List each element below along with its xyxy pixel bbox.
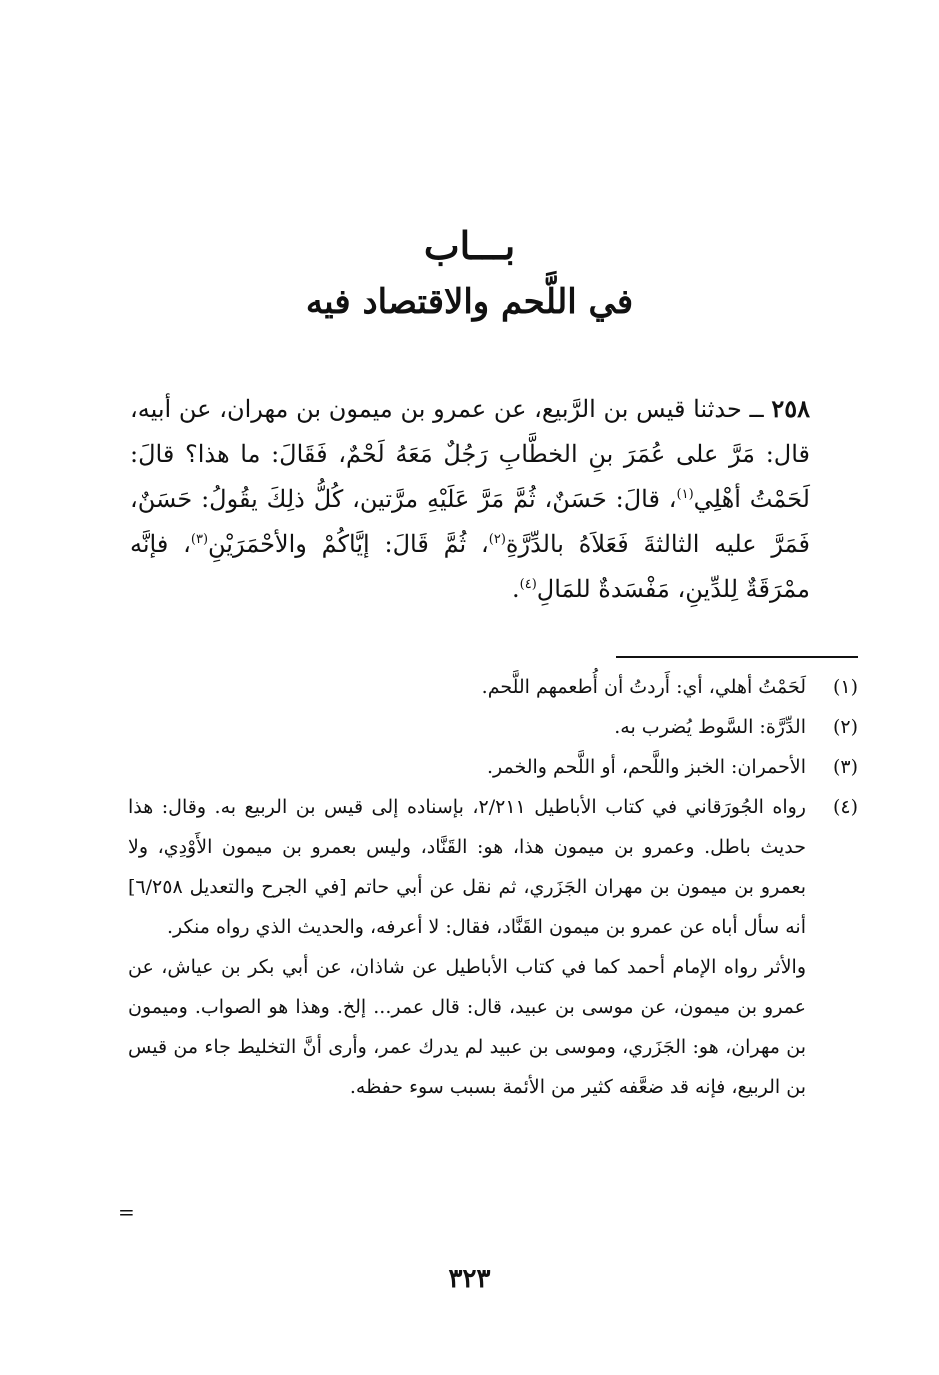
hadith-text-part: ، فإنَّه ممْرَقَةٌ لِلدِّينِ، مَفْسَدةٌ للمَالِ: [130, 530, 810, 603]
footnote-text: لَحَمْتُ أهلي، أي: أَردتُ أن أُطعمهم اللَّحم.: [481, 676, 806, 698]
page-number: ٣٢٣: [448, 1264, 491, 1294]
continuation-mark: =: [118, 1200, 135, 1224]
chapter-word: بـــاب: [423, 223, 516, 268]
footnote-3: [128, 747, 858, 787]
hadith-number: ٢٥٨: [771, 394, 810, 423]
footnote-text: الأحمران: الخبز واللَّحم، أو اللَّحم والخمر.: [486, 756, 806, 778]
footnote-4: [128, 787, 858, 947]
footnote-number: (١): [832, 676, 858, 698]
footnote-number: (٤): [832, 796, 858, 818]
footnotes: [128, 667, 858, 1107]
footnote-1: [128, 667, 858, 707]
footnote-ref-4[interactable]: (٤): [519, 577, 537, 592]
footnote-text: الدِّرَّة: السَّوط يُضرب به.: [614, 716, 806, 738]
footnote-number: (٣): [832, 756, 858, 778]
hadith-text-part: .: [512, 575, 520, 603]
footnote-ref-3[interactable]: (٣): [190, 532, 209, 547]
hadith-text-part: ، ثُمَّ قَالَ: إيَّاكُمْ والأحْمَرَيْنِ: [208, 530, 489, 558]
chapter-title: في اللَّحم والاقتصاد فيه: [305, 282, 634, 322]
hadith-text: [130, 386, 810, 612]
hadith-text-part: ، قالَ: حَسَنٌ، ثُمَّ مَرَّ عَلَيْهِ مرَّتين، كُلُّ ذلِكَ يقُولُ: حَسَنٌ، فَمَرَّ عليه الثالثةَ فَعَلاَهُ بالدِّرَّةِ: [130, 485, 810, 558]
footnote-4-continuation: والأثر رواه الإمام أحمد كما في كتاب الأباطيل عن شاذان، عن أبي بكر بن عياش، عن عمرو بن ميمون، عن موسى بن عبيد، قال: قال عمر... إلخ. وهذا هو الصواب. وميمون بن مهران، هو: الجَزَري، وموسى بن عبيد لم يدرك عمر، وأرى أنَّ التخليط جاء من قيس بن الربيع، فإنه قد ضعَّفه كثير من الأئمة بسبب سوء حفظه.: [128, 956, 806, 1098]
footnote-number: (٢): [832, 716, 858, 738]
footnote-ref-1[interactable]: (١): [676, 487, 694, 502]
footnote-ref-2[interactable]: (٢): [488, 532, 506, 547]
footnote-2: [128, 707, 858, 747]
footnote-text: رواه الجُورَقاني في كتاب الأباطيل ٢/٢١١، بإسناده إلى قيس بن الربيع به. وقال: هذا حديث باطل. وعمرو بن ميمون هذا، هو: القَنَّاد، وليس بعمرو بن ميمون الأَوْدِي، ولا بعمرو بن ميمون بن مهران الجَزَري، ثم نقل عن أبي حاتم [في الجرح والتعديل ٦/٢٥٨] أنه سأل أباه عن عمرو بن ميمون القَنَّاد، فقال: لا أعرفه، والحديث الذي رواه منكر.: [128, 796, 806, 938]
hadith-text-part: ــ حدثنا قيس بن الرَّبيع، عن عمرو بن ميمون بن مهران، عن أبيه، قال: مَرَّ على عُمَرَ بنِ الخطَّابِ رَجُلٌ مَعَهُ لَحْمٌ، فَقَالَ: ما هذا؟ قالَ: لَحَمْتُ أهْلِي: [130, 395, 810, 513]
footnote-separator: [616, 656, 858, 658]
